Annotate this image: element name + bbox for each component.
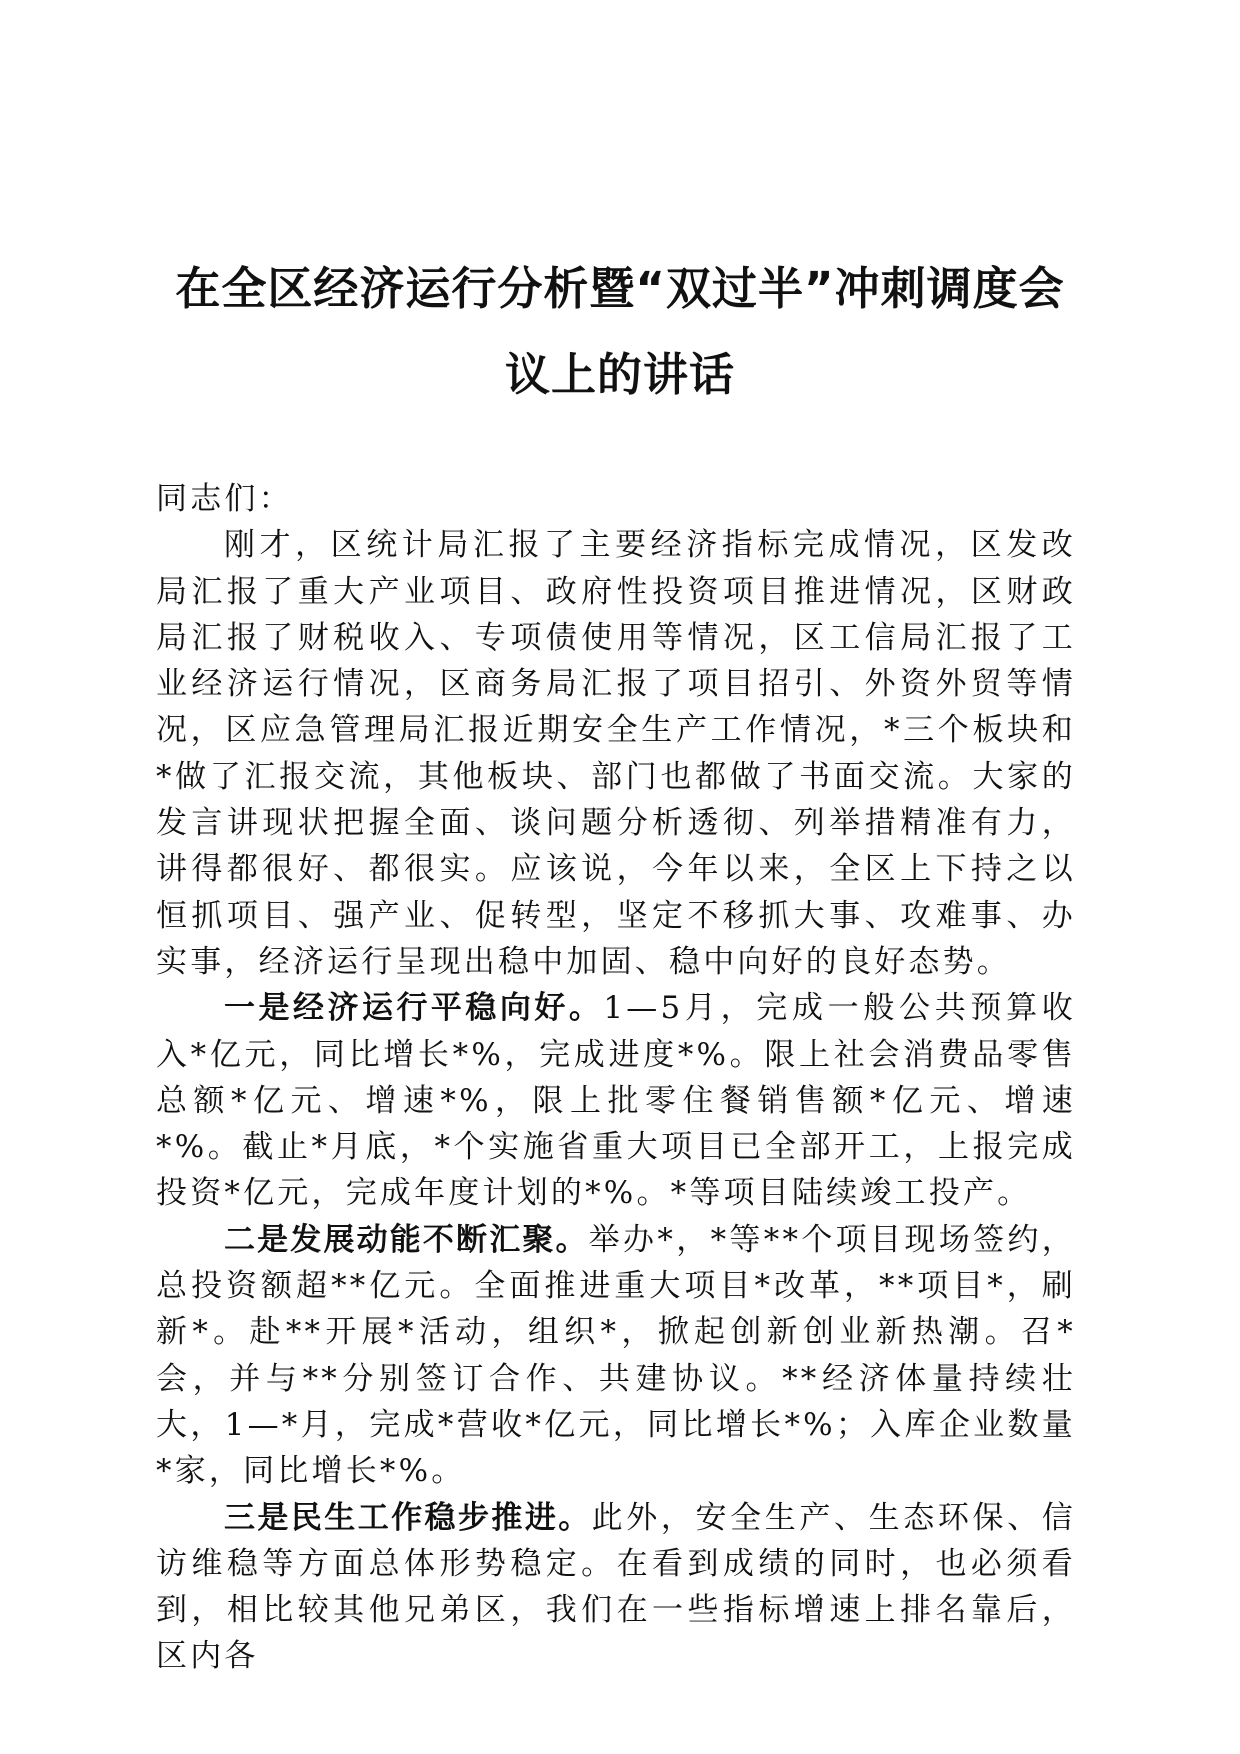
title-line-2: 议上的讲话 (504, 348, 735, 401)
document-body (156, 476, 1076, 1680)
paragraph-3-text: 举办*，*等**个项目现场签约，总投资额超**亿元。全面推进重大项目*改革，**项目*，刷新*。赴**开展*活动，组织*，掀起创新创业新热潮。召*会，并与**分别签订合作、共建协议。**经济体量持续壮大，1—*月，完成*营收*亿元，同比增长*%；入库企业数量*家，同比增长*%。 (156, 1221, 1076, 1490)
document-title (150, 246, 1090, 418)
title-line-1: 在全区经济运行分析暨“双过半”冲刺调度会 (175, 262, 1065, 315)
paragraph-2-lead: 一是经济运行平稳向好。 (224, 990, 604, 1027)
paragraph-4 (156, 1495, 1076, 1680)
paragraph-3 (156, 1217, 1076, 1495)
paragraph-3-lead: 二是发展动能不断汇聚。 (224, 1221, 589, 1258)
salutation: 同志们： (156, 481, 293, 517)
paragraph-2 (156, 985, 1076, 1216)
paragraph-4-lead: 三是民生工作稳步推进。 (224, 1499, 592, 1536)
paragraph-1: 刚才，区统计局汇报了主要经济指标完成情况，区发改局汇报了重大产业项目、政府性投资项目推进情况，区财政局汇报了财税收入、专项债使用等情况，区工信局汇报了工业经济运行情况，区商务局汇报了项目招引、外资外贸等情况，区应急管理局汇报近期安全生产工作情况，*三个板块和*做了汇报交流，其他板块、部门也都做了书面交流。大家的发言讲现状把握全面、谈问题分析透彻、列举措精准有力，讲得都很好、都很实。应该说，今年以来，全区上下持之以恒抓项目、强产业、促转型，坚定不移抓大事、攻难事、办实事，经济运行呈现出稳中加固、稳中向好的良好态势。 (156, 527, 1076, 980)
paragraph-2-text: 1—5月，完成一般公共预算收入*亿元，同比增长*%，完成进度*%。限上社会消费品零售总额*亿元、增速*%，限上批零住餐销售额*亿元、增速*%。截止*月底，*个实施省重大项目已全部开工，上报完成投资*亿元，完成年度计划的*%。*等项目陆续竣工投产。 (156, 990, 1076, 1212)
paragraph-4-text: 此外，安全生产、生态环保、信访维稳等方面总体形势稳定。在看到成绩的同时，也必须看到，相比较其他兄弟区，我们在一些指标增速上排名靠后，区内各 (156, 1499, 1076, 1675)
